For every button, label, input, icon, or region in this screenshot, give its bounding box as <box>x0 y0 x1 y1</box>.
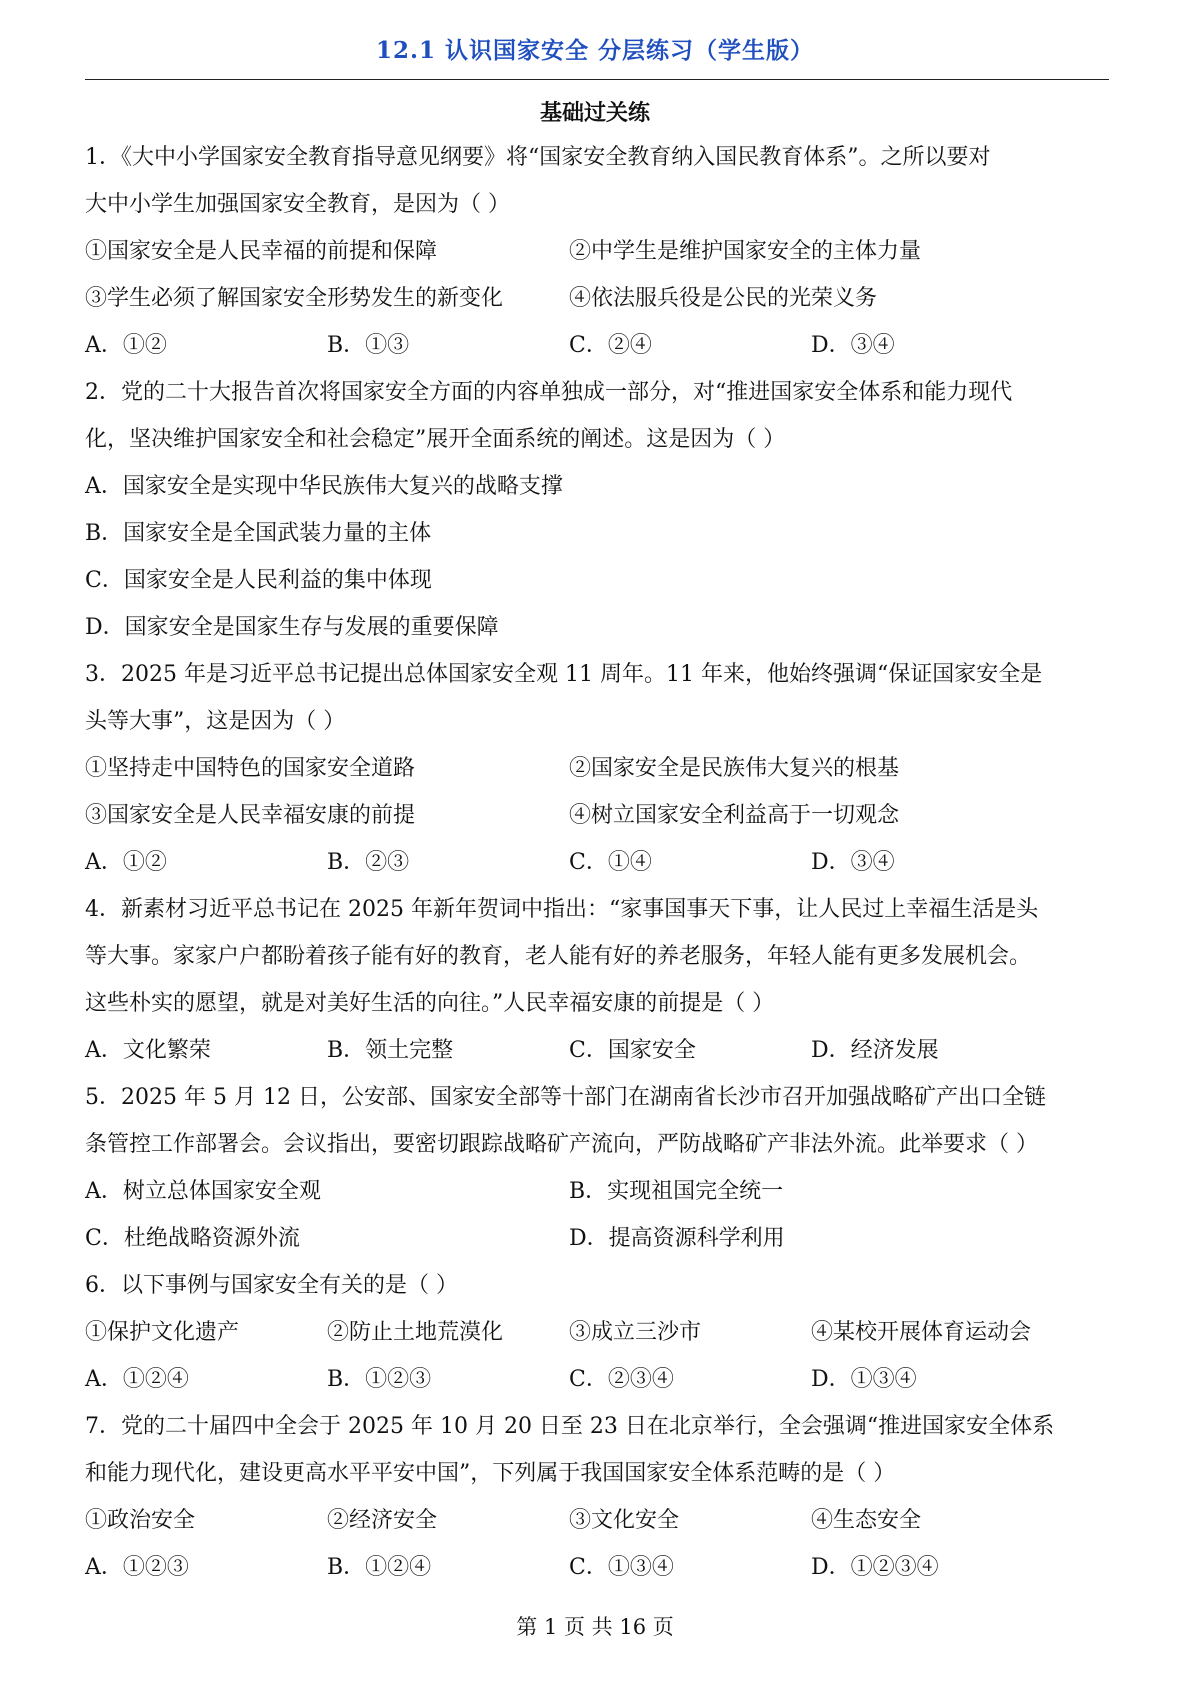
answer-option: D．提高资源科学利用 <box>569 1226 785 1251</box>
answer-option: D．③④ <box>811 850 895 875</box>
statement-row <box>85 792 1109 839</box>
question-2 <box>85 369 1109 651</box>
answer-option: B．实现祖国完全统一 <box>569 1179 784 1204</box>
answer-option: D．①②③④ <box>811 1555 939 1580</box>
answer-option: C．国家安全是人民利益的集中体现 <box>85 568 432 593</box>
statement-row <box>85 275 1109 322</box>
question-3 <box>85 651 1109 886</box>
answer-option: B．②③ <box>327 850 410 875</box>
answer-option: D．③④ <box>811 333 895 358</box>
statement-item: ①坚持走中国特色的国家安全道路 <box>85 756 416 781</box>
question-stem-line: 条管控工作部署会。会议指出，要密切跟踪战略矿产流向，严防战略矿产非法外流。此举要求（ ） <box>85 1132 1038 1157</box>
answer-option: C．①④ <box>569 850 652 875</box>
answer-option: B．领土完整 <box>327 1038 454 1063</box>
statement-item: ④某校开展体育运动会 <box>811 1320 1032 1345</box>
question-stem-line: 大中小学生加强国家安全教育，是因为（ ） <box>85 192 510 217</box>
statement-row <box>85 745 1109 792</box>
answer-option: A．树立总体国家安全观 <box>85 1179 321 1204</box>
question-stem-line: 4．新素材习近平总书记在 2025 年新年贺词中指出：“家事国事天下事，让人民过上幸福生活是头 <box>85 897 1039 922</box>
statement-item: ④依法服兵役是公民的光荣义务 <box>569 286 878 311</box>
question-stem-line: 7．党的二十届四中全会于 2025 年 10 月 20 日至 23 日在北京举行，全会强调“推进国家安全体系 <box>85 1414 1055 1439</box>
answer-option: C．②④ <box>569 333 652 358</box>
answer-option: D．①③④ <box>811 1367 917 1392</box>
answer-options <box>85 1027 1109 1074</box>
question-stem-line: 3．2025 年是习近平总书记提出总体国家安全观 11 周年。11 年来，他始终强调“保证国家安全是 <box>85 662 1043 687</box>
statement-row <box>85 228 1109 275</box>
question-stem-line: 5．2025 年 5 月 12 日，公安部、国家安全部等十部门在湖南省长沙市召开加强战略矿产出口全链 <box>85 1085 1046 1110</box>
statement-item: ④树立国家安全利益高于一切观念 <box>569 803 900 828</box>
question-stem-line: 头等大事”，这是因为（ ） <box>85 709 346 734</box>
section-title: 基础过关练 <box>539 100 650 126</box>
question-5 <box>85 1074 1109 1262</box>
answer-option: C．国家安全 <box>569 1038 696 1063</box>
question-4 <box>85 886 1109 1074</box>
answer-option: C．①③④ <box>569 1555 674 1580</box>
question-stem-line: 和能力现代化，建设更高水平平安中国”，下列属于我国国家安全体系范畴的是（ ） <box>85 1461 896 1486</box>
answer-options <box>85 322 1109 369</box>
statement-item: ③成立三沙市 <box>569 1320 702 1345</box>
header-divider <box>85 79 1109 80</box>
statement-item: ②经济安全 <box>327 1508 438 1533</box>
question-stem-line: 等大事。家家户户都盼着孩子能有好的教育，老人能有好的养老服务，年轻人能有更多发展机会。 <box>85 944 1032 969</box>
answer-option: C．②③④ <box>569 1367 674 1392</box>
answer-option: B．①③ <box>327 333 410 358</box>
statement-item: ①国家安全是人民幸福的前提和保障 <box>85 239 438 264</box>
answer-option: A．文化繁荣 <box>85 1038 211 1063</box>
document-title: 12.1 认识国家安全 分层练习（学生版） <box>375 37 815 64</box>
answer-option: A．①②③ <box>85 1555 189 1580</box>
question-stem-line: 化，坚决维护国家安全和社会稳定”展开全面系统的阐述。这是因为（ ） <box>85 427 786 452</box>
answer-option: D．国家安全是国家生存与发展的重要保障 <box>85 615 499 640</box>
page-number: 第 1 页 共 16 页 <box>516 1615 674 1639</box>
answer-option: A．国家安全是实现中华民族伟大复兴的战略支撑 <box>85 474 563 499</box>
answer-option: A．①② <box>85 850 167 875</box>
statement-row <box>85 1309 1109 1356</box>
question-stem-line: 1．《大中小学国家安全教育指导意见纲要》将“国家安全教育纳入国民教育体系”。之所以要对 <box>85 145 991 170</box>
answer-option: A．①②④ <box>85 1367 189 1392</box>
answer-option: D．经济发展 <box>811 1038 939 1063</box>
question-stem-line: 2．党的二十大报告首次将国家安全方面的内容单独成一部分，对“推进国家安全体系和能力现代 <box>85 380 1013 405</box>
question-stem-line: 6．以下事例与国家安全有关的是（ ） <box>85 1273 458 1298</box>
statement-item: ②防止土地荒漠化 <box>327 1320 504 1345</box>
statement-item: ①政治安全 <box>85 1508 196 1533</box>
answer-options <box>85 1544 1109 1591</box>
answer-options <box>85 1215 1109 1262</box>
statement-item: ③学生必须了解国家安全形势发生的新变化 <box>85 286 504 311</box>
answer-option: B．①②③ <box>327 1367 432 1392</box>
answer-option: C．杜绝战略资源外流 <box>85 1226 300 1251</box>
answer-options <box>85 839 1109 886</box>
answer-options <box>85 1356 1109 1403</box>
statement-item: ③文化安全 <box>569 1508 680 1533</box>
answer-option: B．①②④ <box>327 1555 432 1580</box>
statement-item: ②中学生是维护国家安全的主体力量 <box>569 239 922 264</box>
question-6 <box>85 1262 1109 1403</box>
answer-options <box>85 1168 1109 1215</box>
question-stem-line: 这些朴实的愿望，就是对美好生活的向往。”人民幸福安康的前提是（ ） <box>85 991 775 1016</box>
question-list <box>85 134 1109 1591</box>
answer-option: A．①② <box>85 333 167 358</box>
statement-item: ③国家安全是人民幸福安康的前提 <box>85 803 416 828</box>
statement-item: ①保护文化遗产 <box>85 1320 240 1345</box>
question-7 <box>85 1403 1109 1591</box>
question-1 <box>85 134 1109 369</box>
statement-item: ④生态安全 <box>811 1508 922 1533</box>
statement-item: ②国家安全是民族伟大复兴的根基 <box>569 756 900 781</box>
answer-option: B．国家安全是全国武装力量的主体 <box>85 521 432 546</box>
statement-row <box>85 1497 1109 1544</box>
